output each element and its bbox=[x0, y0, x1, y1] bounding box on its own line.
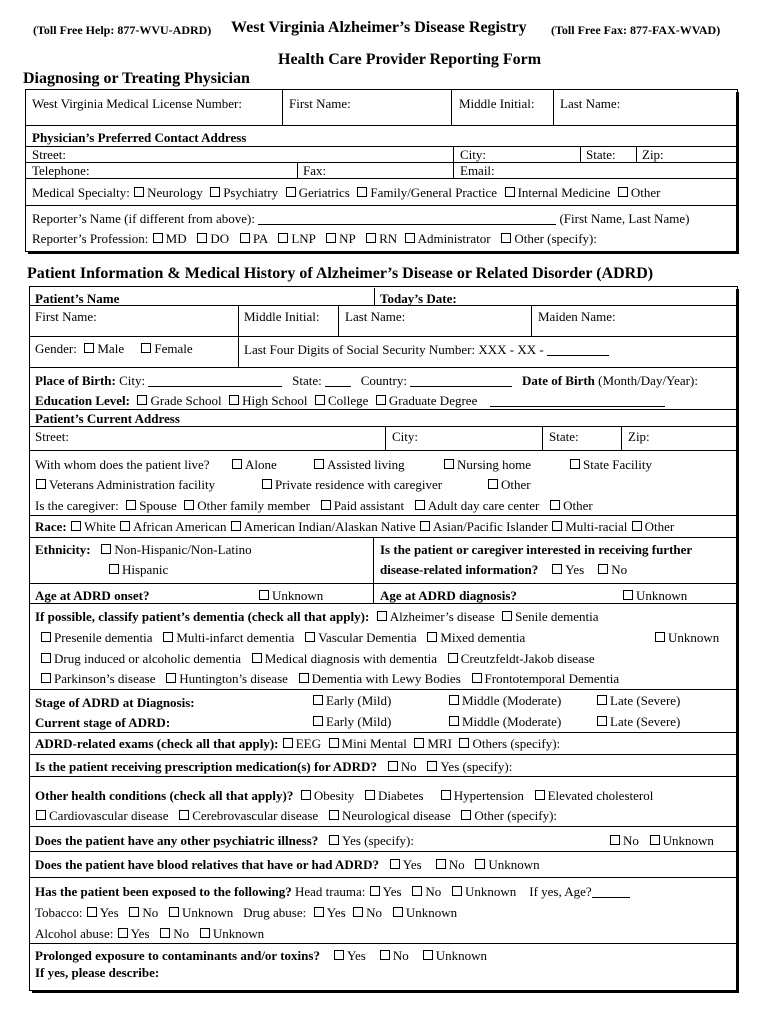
age-diagnosis-label: Age at ADRD diagnosis? bbox=[380, 588, 517, 603]
health-hypertension-checkbox[interactable] bbox=[441, 790, 451, 800]
birth-country-blank[interactable] bbox=[410, 386, 512, 387]
dementia-alzheimers-checkbox[interactable] bbox=[377, 611, 387, 621]
health-obesity-checkbox[interactable] bbox=[301, 790, 311, 800]
exam-mini-mental-checkbox[interactable] bbox=[329, 738, 339, 748]
physician-telephone-field[interactable]: Telephone: bbox=[32, 163, 90, 178]
caregiver-row: Is the caregiver: Spouse Other family member Paid assistant Adult day care center Other bbox=[35, 498, 593, 513]
stage-dx-late-option[interactable]: Late (Severe) bbox=[596, 693, 680, 708]
dementia-drug-checkbox[interactable] bbox=[41, 653, 51, 663]
age-diagnosis-unknown-option[interactable]: Unknown bbox=[622, 588, 687, 603]
patient-maiden-name-field[interactable]: Maiden Name: bbox=[538, 309, 616, 324]
current-address-heading: Patient’s Current Address bbox=[35, 411, 180, 426]
physician-zip-field[interactable]: Zip: bbox=[642, 147, 664, 162]
drug-yes-checkbox[interactable] bbox=[314, 907, 324, 917]
profession-do-checkbox[interactable] bbox=[197, 233, 207, 243]
ssn-row: Last Four Digits of Social Security Number: XXX - XX - bbox=[244, 342, 609, 357]
rx-yes-checkbox[interactable] bbox=[427, 761, 437, 771]
age-onset-unknown-option[interactable]: Unknown bbox=[258, 588, 323, 603]
profession-pa-checkbox[interactable] bbox=[240, 233, 250, 243]
dementia-huntingtons-checkbox[interactable] bbox=[166, 673, 176, 683]
form-title: Health Care Provider Reporting Form bbox=[278, 51, 542, 68]
reporter-profession-row: Reporter’s Profession: MD DO PA LNP NP RN Administrator Other (specify): bbox=[32, 231, 597, 246]
exam-mri-checkbox[interactable] bbox=[414, 738, 424, 748]
stage-dx-middle-option[interactable]: Middle (Moderate) bbox=[448, 693, 561, 708]
profession-np-checkbox[interactable] bbox=[326, 233, 336, 243]
live-nursing-option[interactable]: Nursing home bbox=[443, 457, 531, 472]
drug-unknown-checkbox[interactable] bbox=[393, 907, 403, 917]
contaminants-row: Prolonged exposure to contaminants and/or toxins? Yes No Unknown bbox=[35, 948, 488, 963]
exam-eeg-checkbox[interactable] bbox=[283, 738, 293, 748]
dementia-mixed-checkbox[interactable] bbox=[427, 632, 437, 642]
date-of-birth-blank[interactable] bbox=[490, 406, 665, 407]
physician-city-field[interactable]: City: bbox=[460, 147, 487, 162]
patient-city-field[interactable]: City: bbox=[392, 429, 419, 444]
dementia-parkinsons-checkbox[interactable] bbox=[41, 673, 51, 683]
live-other-option[interactable]: Other bbox=[487, 477, 531, 492]
live-alone-option[interactable]: Alone bbox=[231, 457, 277, 472]
physician-section-title: Diagnosing or Treating Physician bbox=[23, 70, 250, 87]
age-onset-label: Age at ADRD onset? bbox=[35, 588, 150, 603]
license-number-field[interactable]: West Virginia Medical License Number: bbox=[32, 96, 242, 111]
interest-question: Is the patient or caregiver interested in receiving further bbox=[380, 542, 693, 557]
registry-title: West Virginia Alzheimer’s Disease Registry bbox=[231, 19, 527, 36]
dementia-presenile-checkbox[interactable] bbox=[41, 632, 51, 642]
drug-no-checkbox[interactable] bbox=[353, 907, 363, 917]
stage-diagnosis-label: Stage of ADRD at Diagnosis: bbox=[35, 695, 195, 710]
specialty-family-checkbox[interactable] bbox=[357, 187, 367, 197]
ssn-last-four-blank[interactable] bbox=[547, 355, 609, 356]
patient-zip-field[interactable]: Zip: bbox=[628, 429, 650, 444]
health-row-2: Cardiovascular disease Cerebrovascular disease Neurological disease Other (specify): bbox=[35, 808, 557, 823]
medical-specialty-row: Medical Specialty: Neurology Psychiatry Geriatrics Family/General Practice Internal Medicine Other bbox=[32, 185, 661, 200]
psych-unknown-checkbox[interactable] bbox=[650, 835, 660, 845]
live-private-option[interactable]: Private residence with caregiver bbox=[261, 477, 442, 492]
stage-cur-early-option[interactable]: Early (Mild) bbox=[312, 714, 391, 729]
health-row-1: Other health conditions (check all that apply)? Obesity Diabetes Hypertension Elevated cholesterol bbox=[35, 788, 654, 803]
caregiver-daycare-checkbox[interactable] bbox=[415, 500, 425, 510]
ethnicity-row: Ethnicity: Non-Hispanic/Non-Latino bbox=[35, 542, 252, 557]
exam-others-checkbox[interactable] bbox=[459, 738, 469, 748]
profession-md-checkbox[interactable] bbox=[153, 233, 163, 243]
rx-no-checkbox[interactable] bbox=[388, 761, 398, 771]
dementia-vascular-checkbox[interactable] bbox=[305, 632, 315, 642]
physician-section bbox=[25, 89, 738, 252]
patient-state-field[interactable]: State: bbox=[549, 429, 579, 444]
alcohol-unknown-checkbox[interactable] bbox=[200, 928, 210, 938]
dementia-row-4: Parkinson’s disease Huntington’s disease Dementia with Lewy Bodies Frontotemporal Dementia bbox=[40, 671, 619, 686]
dementia-medical-checkbox[interactable] bbox=[252, 653, 262, 663]
head-trauma-unknown-checkbox[interactable] bbox=[452, 886, 462, 896]
psych-yes-checkbox[interactable] bbox=[329, 835, 339, 845]
relatives-no-checkbox[interactable] bbox=[436, 859, 446, 869]
race-multi-checkbox[interactable] bbox=[552, 521, 562, 531]
contaminants-yes-checkbox[interactable] bbox=[334, 950, 344, 960]
alcohol-no-checkbox[interactable] bbox=[160, 928, 170, 938]
dementia-frontotemporal-checkbox[interactable] bbox=[472, 673, 482, 683]
contaminants-no-checkbox[interactable] bbox=[380, 950, 390, 960]
ethnicity-non-hispanic-checkbox[interactable] bbox=[101, 544, 111, 554]
education-high-checkbox[interactable] bbox=[229, 395, 239, 405]
contaminants-unknown-checkbox[interactable] bbox=[423, 950, 433, 960]
patient-name-heading: Patient’s Name bbox=[35, 291, 120, 306]
health-neuro-checkbox[interactable] bbox=[329, 810, 339, 820]
alcohol-row: Alcohol abuse: Yes No Unknown bbox=[35, 926, 265, 941]
contact-address-heading: Physician’s Preferred Contact Address bbox=[32, 130, 247, 145]
education-grade-checkbox[interactable] bbox=[137, 395, 147, 405]
health-other-checkbox[interactable] bbox=[461, 810, 471, 820]
live-state-facility-option[interactable]: State Facility bbox=[569, 457, 652, 472]
profession-other-checkbox[interactable] bbox=[501, 233, 511, 243]
toll-free-help: (Toll Free Help: 877-WVU-ADRD) bbox=[33, 23, 212, 37]
psych-no-checkbox[interactable] bbox=[610, 835, 620, 845]
relatives-row: Does the patient have blood relatives that have or had ADRD? Yes No Unknown bbox=[35, 857, 540, 872]
specialty-psychiatry-checkbox[interactable] bbox=[210, 187, 220, 197]
interest-row: disease-related information? Yes No bbox=[380, 562, 628, 577]
physician-first-name-field[interactable]: First Name: bbox=[289, 96, 351, 111]
health-cholesterol-checkbox[interactable] bbox=[535, 790, 545, 800]
stage-cur-middle-option[interactable]: Middle (Moderate) bbox=[448, 714, 561, 729]
reporter-name-row: Reporter’s Name (if different from above): (First Name, Last Name) bbox=[32, 211, 690, 226]
patient-middle-initial-field[interactable]: Middle Initial: bbox=[244, 309, 320, 324]
health-cardio-checkbox[interactable] bbox=[36, 810, 46, 820]
relatives-yes-checkbox[interactable] bbox=[390, 859, 400, 869]
profession-lnp-checkbox[interactable] bbox=[278, 233, 288, 243]
stage-dx-early-option[interactable]: Early (Mild) bbox=[312, 693, 391, 708]
dementia-multi-infarct-checkbox[interactable] bbox=[163, 632, 173, 642]
physician-state-field[interactable]: State: bbox=[586, 147, 616, 162]
live-assisted-option[interactable]: Assisted living bbox=[313, 457, 405, 472]
health-diabetes-checkbox[interactable] bbox=[365, 790, 375, 800]
physician-last-name-field[interactable]: Last Name: bbox=[560, 96, 621, 111]
gender-female-checkbox[interactable] bbox=[141, 343, 151, 353]
todays-date-label[interactable]: Today’s Date: bbox=[380, 291, 457, 306]
gender-row: Gender: Male Female bbox=[35, 341, 193, 356]
interest-yes-checkbox[interactable] bbox=[552, 564, 562, 574]
dementia-cjd-checkbox[interactable] bbox=[448, 653, 458, 663]
health-cerebro-checkbox[interactable] bbox=[179, 810, 189, 820]
physician-email-field[interactable]: Email: bbox=[460, 163, 495, 178]
race-other-checkbox[interactable] bbox=[632, 521, 642, 531]
dementia-row-2: Presenile dementia Multi-infarct dementia Vascular Dementia Mixed dementia bbox=[40, 630, 525, 645]
dementia-row-3: Drug induced or alcoholic dementia Medical diagnosis with dementia Creutzfeldt-Jakob disease bbox=[40, 651, 595, 666]
describe-label[interactable]: If yes, please describe: bbox=[35, 965, 160, 980]
race-white-checkbox[interactable] bbox=[71, 521, 81, 531]
exams-row: ADRD-related exams (check all that apply): EEG Mini Mental MRI Others (specify): bbox=[35, 736, 561, 751]
caregiver-other-checkbox[interactable] bbox=[550, 500, 560, 510]
race-african-checkbox[interactable] bbox=[120, 521, 130, 531]
profession-admin-checkbox[interactable] bbox=[405, 233, 415, 243]
dementia-senile-checkbox[interactable] bbox=[502, 611, 512, 621]
ethnicity-hispanic-option[interactable]: Hispanic bbox=[108, 562, 168, 577]
education-row: Education Level: Grade School High School College Graduate Degree bbox=[35, 393, 665, 408]
education-graduate-checkbox[interactable] bbox=[376, 395, 386, 405]
birth-city-blank[interactable] bbox=[148, 386, 282, 387]
race-asian-checkbox[interactable] bbox=[420, 521, 430, 531]
physician-street-field[interactable]: Street: bbox=[32, 147, 66, 162]
gender-male-checkbox[interactable] bbox=[84, 343, 94, 353]
tobacco-yes-checkbox[interactable] bbox=[87, 907, 97, 917]
patient-first-name-field[interactable]: First Name: bbox=[35, 309, 97, 324]
place-of-birth-row: Place of Birth: City: State: Country: Date of Birth (Month/Day/Year): bbox=[35, 373, 698, 388]
interest-no-checkbox[interactable] bbox=[598, 564, 608, 574]
psych-row: Does the patient have any other psychiatric illness? Yes (specify): bbox=[35, 833, 414, 848]
psych-no-unknown: No Unknown bbox=[609, 833, 714, 848]
dementia-lewy-checkbox[interactable] bbox=[299, 673, 309, 683]
tobacco-drug-row: Tobacco: Yes No Unknown Drug abuse: Yes No Unknown bbox=[35, 905, 458, 920]
tobacco-unknown-checkbox[interactable] bbox=[169, 907, 179, 917]
stage-cur-late-option[interactable]: Late (Severe) bbox=[596, 714, 680, 729]
head-trauma-yes-checkbox[interactable] bbox=[370, 886, 380, 896]
head-trauma-no-checkbox[interactable] bbox=[412, 886, 422, 896]
race-row: Race: White African American American Indian/Alaskan Native Asian/Pacific Islander Multi-racial Other bbox=[35, 519, 675, 534]
dementia-row-1: If possible, classify patient’s dementia (check all that apply): Alzheimer’s disease Senile dementia bbox=[35, 609, 599, 624]
specialty-other-checkbox[interactable] bbox=[618, 187, 628, 197]
caregiver-paid-checkbox[interactable] bbox=[321, 500, 331, 510]
patient-street-field[interactable]: Street: bbox=[35, 429, 69, 444]
caregiver-spouse-checkbox[interactable] bbox=[126, 500, 136, 510]
alcohol-yes-checkbox[interactable] bbox=[118, 928, 128, 938]
physician-fax-field[interactable]: Fax: bbox=[303, 163, 327, 178]
live-with-label: With whom does the patient live? bbox=[35, 457, 210, 472]
specialty-geriatrics-checkbox[interactable] bbox=[286, 187, 296, 197]
dementia-unknown-option[interactable]: Unknown bbox=[654, 630, 719, 645]
caregiver-family-checkbox[interactable] bbox=[184, 500, 194, 510]
reporter-name-blank[interactable] bbox=[258, 224, 556, 225]
head-trauma-age-blank[interactable] bbox=[592, 897, 630, 898]
live-va-option[interactable]: Veterans Administration facility bbox=[35, 477, 215, 492]
rx-row: Is the patient receiving prescription medication(s) for ADRD? No Yes (specify): bbox=[35, 759, 513, 774]
tobacco-no-checkbox[interactable] bbox=[129, 907, 139, 917]
education-college-checkbox[interactable] bbox=[315, 395, 325, 405]
physician-middle-initial-field[interactable]: Middle Initial: bbox=[459, 96, 535, 111]
birth-state-blank[interactable] bbox=[325, 386, 351, 387]
relatives-unknown-checkbox[interactable] bbox=[475, 859, 485, 869]
race-native-checkbox[interactable] bbox=[231, 521, 241, 531]
patient-section-title: Patient Information & Medical History of Alzheimer’s Disease or Related Disorder (ADRD) bbox=[27, 265, 654, 282]
specialty-neurology-checkbox[interactable] bbox=[134, 187, 144, 197]
stage-current-label: Current stage of ADRD: bbox=[35, 715, 171, 730]
exposure-row: Has the patient been exposed to the following? Head trauma: Yes No Unknown If yes, Age? bbox=[35, 884, 630, 899]
profession-rn-checkbox[interactable] bbox=[366, 233, 376, 243]
patient-last-name-field[interactable]: Last Name: bbox=[345, 309, 406, 324]
toll-free-fax: (Toll Free Fax: 877-FAX-WVAD) bbox=[551, 23, 721, 37]
specialty-internal-checkbox[interactable] bbox=[505, 187, 515, 197]
